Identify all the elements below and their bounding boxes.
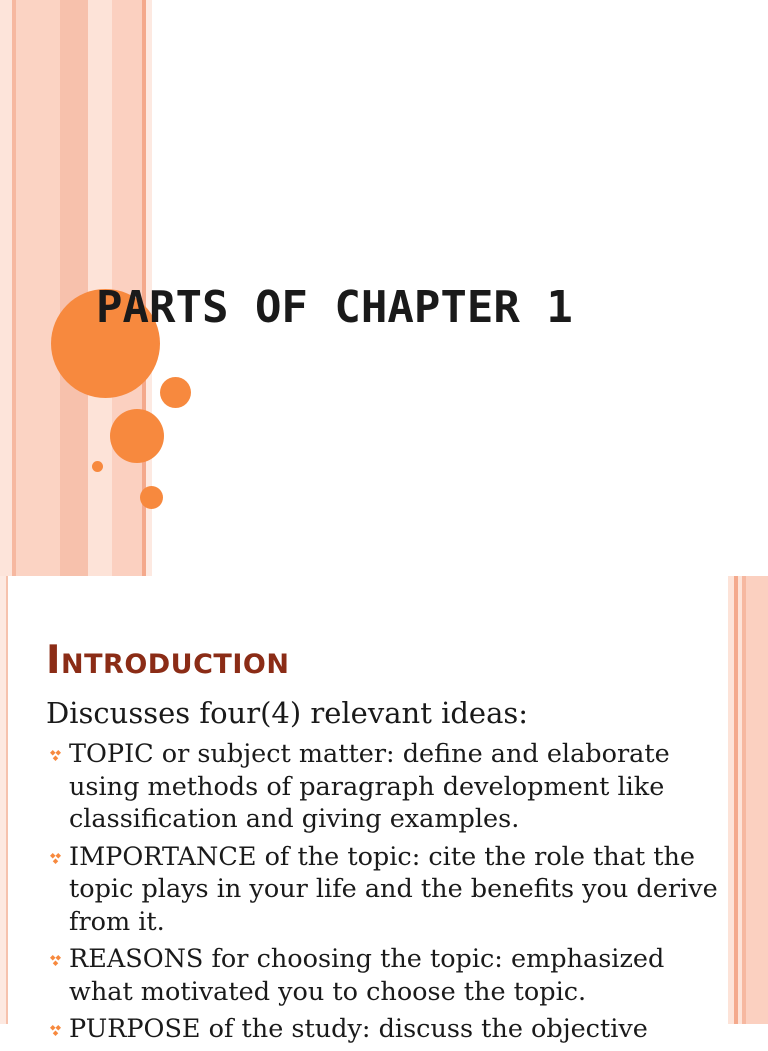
decorative-circle-small <box>140 486 163 509</box>
decorative-stripe <box>6 576 8 1024</box>
bullet-item <box>46 738 726 836</box>
diamond-bullet-icon <box>50 750 61 761</box>
decorative-stripe <box>0 0 12 576</box>
decorative-stripe <box>746 576 768 1024</box>
bullet-text: IMPORTANCE of the topic: cite the role that the topic plays in your life and the benefits you derive from it. <box>69 841 718 937</box>
decorative-stripe <box>16 0 60 576</box>
diamond-bullet-icon <box>50 955 61 966</box>
bullet-list <box>46 738 726 1051</box>
bullet-item <box>46 1013 726 1046</box>
section-heading-rest: NTRODUCTION <box>61 649 290 680</box>
content-slide <box>0 576 768 1044</box>
bullet-text: TOPIC or subject matter: define and elaborate using methods of paragraph development like classification and giving examples. <box>69 739 670 834</box>
slide-title: PARTS OF CHAPTER 1 <box>96 282 573 333</box>
decorative-circle-small <box>160 377 191 408</box>
section-heading-initial: I <box>46 638 62 683</box>
bullet-item <box>46 943 726 1008</box>
decorative-circle-medium <box>110 409 164 463</box>
diamond-bullet-icon <box>50 853 61 864</box>
bullet-text: PURPOSE of the study: discuss the objective <box>69 1014 648 1044</box>
section-heading <box>46 638 289 683</box>
intro-text: Discusses four(4) relevant ideas: <box>46 696 529 730</box>
bullet-item <box>46 841 726 939</box>
decorative-stripe <box>60 0 88 576</box>
decorative-circle-tiny <box>92 461 103 472</box>
bullet-text: REASONS for choosing the topic: emphasized what motivated you to choose the topic. <box>69 944 665 1007</box>
diamond-bullet-icon <box>50 1025 61 1036</box>
